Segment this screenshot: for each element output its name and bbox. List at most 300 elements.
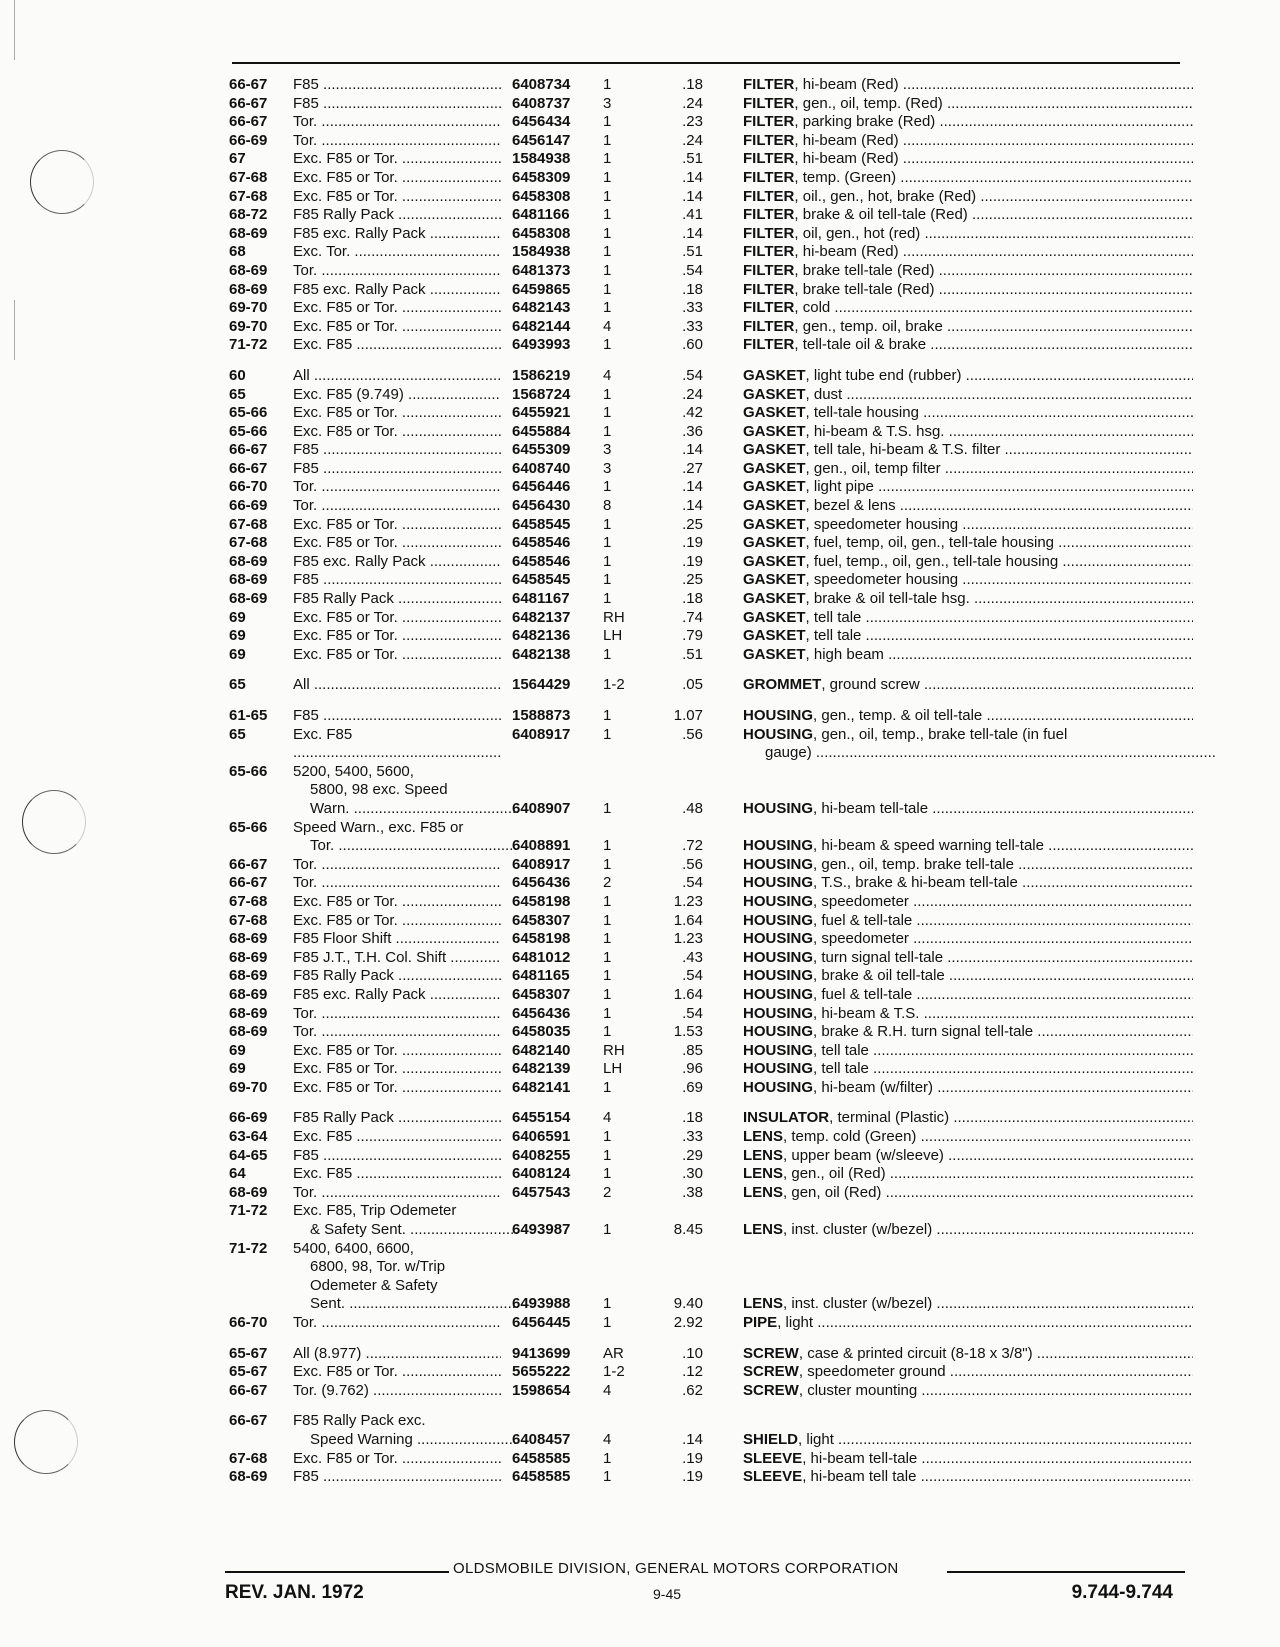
quantity: 1 <box>603 1023 612 1041</box>
part-number: 6456445 <box>512 1314 571 1331</box>
price: .19 <box>682 1449 703 1467</box>
table-row <box>225 949 1185 968</box>
part-noun: GASKET <box>743 404 806 422</box>
part-number: 6408737 <box>512 94 571 112</box>
part-noun: HOUSING <box>743 725 814 743</box>
part-detail: brake tell-tale (Red) <box>802 261 935 279</box>
binder-hole <box>22 790 86 854</box>
price: .30 <box>682 1165 703 1183</box>
table-row <box>225 516 1185 535</box>
part-detail: hi-beam (Red) <box>802 131 899 149</box>
quantity: 1 <box>603 299 612 317</box>
model-application: Exc. F85 or Tor. ..... <box>293 516 501 535</box>
footer-revision: REV. JAN. 1972 <box>225 1582 364 1603</box>
quantity: 1 <box>603 1165 612 1183</box>
quantity: 1 <box>603 385 612 403</box>
year-range: 69-70 <box>229 1078 268 1096</box>
part-detail: ground screw <box>829 676 920 694</box>
part-number: 1598654 <box>512 1381 571 1399</box>
quantity: RH <box>603 608 625 626</box>
part-number: 1568724 <box>512 385 571 403</box>
part-noun: GASKET <box>743 608 806 626</box>
quantity: 1 <box>603 187 612 205</box>
part-detail: hi-beam & T.S. hsg. <box>813 422 945 440</box>
part-number: 6493988 <box>512 1295 571 1313</box>
part-number: 6482139 <box>512 1060 571 1078</box>
model-application: & Safety Sent. ..... <box>310 1221 518 1240</box>
year-range: 64 <box>229 1165 246 1183</box>
part-detail: dust <box>813 385 843 403</box>
part-description: HOUSING, turn signal tell-tale ..... <box>743 949 1193 968</box>
part-detail: light pipe <box>813 478 874 496</box>
table-row <box>225 1295 1185 1314</box>
part-number: 6458585 <box>512 1468 571 1486</box>
part-noun: HOUSING <box>743 855 814 873</box>
table-row <box>225 1277 1185 1296</box>
year-range: 65-66 <box>229 762 268 780</box>
model-application: F85 Rally Pack ..... <box>293 967 501 986</box>
table-row <box>225 553 1185 572</box>
part-number: 6458198 <box>512 930 571 948</box>
footer-page-number: 9-45 <box>653 1586 682 1602</box>
part-description: GASKET, brake & oil tell-tale hsg. ..... <box>743 590 1193 609</box>
part-description: GROMMET, ground screw ..... <box>743 676 1193 695</box>
year-range: 66-67 <box>229 441 268 459</box>
model-application: 6800, 98, Tor. w/Trip <box>310 1258 446 1276</box>
part-description: FILTER, oil, gen., hot (red) ..... <box>743 225 1193 244</box>
year-range: 69-70 <box>229 299 268 317</box>
quantity: 4 <box>603 1381 612 1399</box>
table-row <box>225 819 1185 838</box>
model-application: Warn. ..... <box>310 800 518 819</box>
part-detail: brake & oil tell-tale hsg. <box>813 590 970 608</box>
part-detail: fuel & tell-tale <box>821 985 913 1003</box>
quantity: 1 <box>603 799 612 817</box>
model-application: Tor. ..... <box>310 837 518 856</box>
part-number: 6408457 <box>512 1430 571 1448</box>
quantity: 3 <box>603 459 612 477</box>
model-application: Tor. ..... <box>293 113 501 132</box>
model-application: Exc. F85 or Tor. ..... <box>293 609 501 628</box>
year-range: 65-66 <box>229 818 268 836</box>
part-detail: gen., temp. oil, brake <box>802 317 943 335</box>
model-application: F85 Rally Pack ..... <box>293 206 501 225</box>
quantity: 1 <box>603 113 612 131</box>
part-noun: FILTER <box>743 280 795 298</box>
model-application: F85 exc. Rally Pack ..... <box>293 281 501 300</box>
part-detail: parking brake (Red) <box>802 113 936 131</box>
price: .85 <box>682 1041 703 1059</box>
year-range: 69 <box>229 645 246 663</box>
part-number: 6482144 <box>512 317 571 335</box>
table-row <box>225 1412 1185 1431</box>
model-application: Exc. F85 ..... <box>293 336 501 355</box>
model-application: Tor. ..... <box>293 1184 501 1203</box>
year-range: 68-69 <box>229 571 268 589</box>
model-application: All ..... <box>293 676 501 695</box>
part-description: HOUSING, tell tale ..... <box>743 1042 1193 1061</box>
part-description: SCREW, case & printed circuit (8-18 x 3/8") ..... <box>743 1345 1193 1364</box>
model-application: Exc. F85 or Tor. ..... <box>293 1042 501 1061</box>
price: .56 <box>682 855 703 873</box>
part-description: HOUSING, fuel & tell-tale ..... <box>743 912 1193 931</box>
quantity: 2 <box>603 874 612 892</box>
part-number: 6458546 <box>512 552 571 570</box>
price: .79 <box>682 627 703 645</box>
part-number: 6458545 <box>512 571 571 589</box>
table-row <box>225 1079 1185 1098</box>
model-application: Tor. (9.762) ..... <box>293 1382 501 1401</box>
table-row <box>225 1450 1185 1469</box>
quantity: 1 <box>603 206 612 224</box>
year-range: 68-69 <box>229 261 268 279</box>
year-range: 61-65 <box>229 707 268 724</box>
part-detail: tell-tale oil & brake <box>802 336 927 354</box>
part-description: FILTER, hi-beam (Red) ..... <box>743 76 1193 95</box>
part-number: 1584938 <box>512 243 571 261</box>
part-noun: HOUSING <box>743 930 814 948</box>
model-application: Exc. F85 or Tor. ..... <box>293 1079 501 1098</box>
table-row <box>225 188 1185 207</box>
part-number: 1586219 <box>512 366 571 384</box>
year-range: 64-65 <box>229 1146 268 1164</box>
price: 8.45 <box>673 1221 703 1239</box>
part-noun: SCREW <box>743 1381 799 1399</box>
part-noun: GASKET <box>743 385 806 403</box>
price: .41 <box>682 206 703 224</box>
price: .14 <box>682 224 703 242</box>
price: .69 <box>682 1078 703 1096</box>
part-description: SCREW, speedometer ground ..... <box>743 1363 1193 1382</box>
price: .36 <box>682 422 703 440</box>
year-range: 66-70 <box>229 1314 268 1331</box>
part-detail: gen., temp. & oil tell-tale <box>821 707 983 724</box>
part-detail: oil., gen., hot, brake (Red) <box>802 187 977 205</box>
part-number: 6456430 <box>512 497 571 515</box>
quantity: 1 <box>603 1128 612 1146</box>
part-number: 6459865 <box>512 280 571 298</box>
part-description: HOUSING, hi-beam & T.S. ..... <box>743 1005 1193 1024</box>
quantity: 1 <box>603 552 612 570</box>
table-row <box>225 95 1185 114</box>
part-description: SCREW, cluster mounting ..... <box>743 1382 1193 1401</box>
part-number: 6458308 <box>512 187 571 205</box>
table-row <box>225 404 1185 423</box>
part-number: 6456436 <box>512 1004 571 1022</box>
quantity: 1 <box>603 1449 612 1467</box>
part-description: PIPE, light ..... <box>743 1314 1193 1333</box>
year-range: 66-67 <box>229 1381 268 1399</box>
model-application: F85 ..... <box>293 1468 501 1487</box>
part-number: 6455884 <box>512 422 571 440</box>
part-noun: GASKET <box>743 534 806 552</box>
quantity: 1 <box>603 645 612 663</box>
price: .14 <box>682 187 703 205</box>
part-detail: hi-beam & speed warning tell-tale <box>821 837 1044 855</box>
part-detail: turn signal tell-tale <box>821 948 944 966</box>
part-detail: tell tale, hi-beam & T.S. filter <box>813 441 1001 459</box>
quantity: 1 <box>603 168 612 186</box>
table-row <box>225 1314 1185 1333</box>
quantity: 1 <box>603 261 612 279</box>
quantity: 1 <box>603 243 612 261</box>
part-detail: hi-beam & T.S. <box>821 1004 920 1022</box>
group-separator <box>225 1097 1185 1109</box>
table-row <box>225 800 1185 819</box>
part-detail: gauge) <box>765 744 812 762</box>
model-application: Exc. F85, Trip Odemeter <box>293 1202 457 1220</box>
part-detail: tell tale <box>813 608 862 626</box>
year-range: 67-68 <box>229 515 268 533</box>
table-row <box>225 1221 1185 1240</box>
year-range: 68-69 <box>229 1183 268 1201</box>
year-range: 67-68 <box>229 168 268 186</box>
price: .18 <box>682 76 703 93</box>
part-description: GASKET, hi-beam & T.S. hsg. ..... <box>743 423 1193 442</box>
part-description: HOUSING, speedometer ..... <box>743 893 1193 912</box>
quantity: 1-2 <box>603 1363 625 1381</box>
table-row <box>225 1165 1185 1184</box>
year-range: 65 <box>229 725 246 743</box>
year-range: 67-68 <box>229 187 268 205</box>
part-number: 1564429 <box>512 676 571 694</box>
price: .10 <box>682 1344 703 1362</box>
part-description: FILTER, oil., gen., hot, brake (Red) ..... <box>743 188 1193 207</box>
table-row <box>225 169 1185 188</box>
table-row <box>225 967 1185 986</box>
price: .25 <box>682 515 703 533</box>
part-description: GASKET, light tube end (rubber) ..... <box>743 367 1193 386</box>
table-row <box>225 1345 1185 1364</box>
part-number: 6456147 <box>512 131 571 149</box>
price: 9.40 <box>673 1295 703 1313</box>
price: 1.64 <box>673 985 703 1003</box>
year-range: 66-67 <box>229 459 268 477</box>
part-description: FILTER, cold ..... <box>743 299 1193 318</box>
part-description: LENS, temp. cold (Green) ..... <box>743 1128 1193 1147</box>
part-number: 6482137 <box>512 608 571 626</box>
year-range: 68-72 <box>229 206 268 224</box>
part-description: LENS, gen, oil (Red) ..... <box>743 1184 1193 1203</box>
price: .33 <box>682 1128 703 1146</box>
part-noun: GASKET <box>743 441 806 459</box>
part-number: 6406591 <box>512 1128 571 1146</box>
model-application: Tor. ..... <box>293 856 501 875</box>
part-number: 6481012 <box>512 948 571 966</box>
part-number: 6482136 <box>512 627 571 645</box>
table-row <box>225 646 1185 665</box>
year-range: 66-69 <box>229 1109 268 1127</box>
part-detail: inst. cluster (w/bezel) <box>791 1295 933 1313</box>
quantity: 1 <box>603 967 612 985</box>
part-number: 6458585 <box>512 1449 571 1467</box>
table-row <box>225 460 1185 479</box>
group-separator <box>225 695 1185 707</box>
year-range: 66-67 <box>229 874 268 892</box>
year-range: 69-70 <box>229 317 268 335</box>
part-detail: speedometer <box>821 930 909 948</box>
part-detail: gen., oil (Red) <box>791 1165 886 1183</box>
part-number: 6481166 <box>512 206 570 224</box>
year-range: 65 <box>229 385 246 403</box>
price: 1.23 <box>673 930 703 948</box>
quantity: 8 <box>603 497 612 515</box>
table-row <box>225 243 1185 262</box>
part-description: GASKET, tell tale ..... <box>743 609 1193 628</box>
model-application: F85 ..... <box>293 707 501 726</box>
year-range: 68-69 <box>229 985 268 1003</box>
part-noun: FILTER <box>743 168 795 186</box>
quantity: 1 <box>603 837 612 855</box>
price: .14 <box>682 478 703 496</box>
part-noun: FILTER <box>743 243 795 261</box>
model-application: Exc. F85 or Tor. ..... <box>293 627 501 646</box>
price: .54 <box>682 366 703 384</box>
model-application: F85 exc. Rally Pack ..... <box>293 986 501 1005</box>
price: .24 <box>682 131 703 149</box>
part-description: GASKET, speedometer housing ..... <box>743 571 1193 590</box>
quantity: 1 <box>603 855 612 873</box>
table-row <box>225 1060 1185 1079</box>
price: .24 <box>682 385 703 403</box>
model-application: F85 Rally Pack ..... <box>293 1109 501 1128</box>
part-description: LENS, gen., oil (Red) ..... <box>743 1165 1193 1184</box>
table-row <box>225 781 1185 800</box>
quantity: RH <box>603 1041 625 1059</box>
model-application: Tor. ..... <box>293 262 501 281</box>
part-detail: fuel & tell-tale <box>821 911 913 929</box>
table-row <box>225 627 1185 646</box>
part-description: HOUSING, tell tale ..... <box>743 1060 1193 1079</box>
quantity: 1 <box>603 590 612 608</box>
model-application: Exc. Tor. ..... <box>293 243 501 262</box>
quantity: AR <box>603 1344 624 1362</box>
part-description: HOUSING, speedometer ..... <box>743 930 1193 949</box>
model-application: F85 J.T., T.H. Col. Shift ..... <box>293 949 501 968</box>
part-description: GASKET, fuel, temp, oil, gen., tell-tale housing ..... <box>743 534 1193 553</box>
price: .14 <box>682 1430 703 1448</box>
part-number: 6408124 <box>512 1165 571 1183</box>
model-application: Tor. ..... <box>293 497 501 516</box>
part-noun: SCREW <box>743 1344 799 1362</box>
part-detail: speedometer ground <box>807 1363 946 1381</box>
table-row <box>225 1468 1185 1487</box>
year-range: 71-72 <box>229 1202 268 1220</box>
model-application: F85 Rally Pack ..... <box>293 590 501 609</box>
model-application: F85 ..... <box>293 1147 501 1166</box>
year-range: 65-67 <box>229 1363 268 1381</box>
part-number: 6458307 <box>512 985 571 1003</box>
part-noun: GASKET <box>743 571 806 589</box>
model-application: 5800, 98 exc. Speed <box>310 781 448 799</box>
price: .27 <box>682 459 703 477</box>
part-noun: HOUSING <box>743 874 814 892</box>
table-row <box>225 1184 1185 1203</box>
table-row <box>225 1258 1185 1277</box>
year-range: 65-66 <box>229 422 268 440</box>
table-row <box>225 590 1185 609</box>
table-row <box>225 206 1185 225</box>
price: 1.64 <box>673 911 703 929</box>
part-number: 6481373 <box>512 261 571 279</box>
table-row <box>225 726 1185 745</box>
price: 1.23 <box>673 892 703 910</box>
part-description: FILTER, temp. (Green) ..... <box>743 169 1193 188</box>
quantity: 1 <box>603 76 612 93</box>
part-detail: temp. cold (Green) <box>791 1128 917 1146</box>
table-row <box>225 367 1185 386</box>
quantity: 2 <box>603 1183 612 1201</box>
price: .51 <box>682 645 703 663</box>
part-number: 6457543 <box>512 1183 571 1201</box>
table-row <box>225 676 1185 695</box>
part-noun: LENS <box>743 1295 784 1313</box>
quantity: 1 <box>603 930 612 948</box>
group-separator <box>225 664 1185 676</box>
model-application: Speed Warn., exc. F85 or <box>293 818 464 836</box>
part-noun: GASKET <box>743 422 806 440</box>
page-edge-mark <box>14 300 15 360</box>
year-range: 68-69 <box>229 224 268 242</box>
part-description: LENS, upper beam (w/sleeve) ..... <box>743 1147 1193 1166</box>
part-description: FILTER, gen., oil, temp. (Red) ..... <box>743 95 1193 114</box>
price: .43 <box>682 948 703 966</box>
part-noun: FILTER <box>743 299 795 317</box>
part-noun: FILTER <box>743 94 795 112</box>
model-application: Tor. ..... <box>293 874 501 893</box>
part-detail: speedometer housing <box>813 515 959 533</box>
price: .24 <box>682 94 703 112</box>
part-description: FILTER, brake tell-tale (Red) ..... <box>743 262 1193 281</box>
part-detail: hi-beam (Red) <box>802 150 899 168</box>
part-number: 6408917 <box>512 855 571 873</box>
year-range: 68-69 <box>229 967 268 985</box>
model-application: All ..... <box>293 367 501 386</box>
year-range: 63-64 <box>229 1128 268 1146</box>
part-number: 6408917 <box>512 725 571 743</box>
model-application: F85 ..... <box>293 76 501 95</box>
table-row <box>225 609 1185 628</box>
part-description: SLEEVE, hi-beam tell-tale ..... <box>743 1450 1193 1469</box>
part-detail: bezel & lens <box>813 497 896 515</box>
part-number: 6456436 <box>512 874 571 892</box>
table-row <box>225 1109 1185 1128</box>
quantity: 1 <box>603 515 612 533</box>
group-separator <box>225 355 1185 367</box>
part-number: 1588873 <box>512 707 571 724</box>
footer-section-number: 9.744-9.744 <box>1071 1582 1173 1603</box>
part-description: GASKET, fuel, temp., oil, gen., tell-tale housing ..... <box>743 553 1193 572</box>
part-noun: GASKET <box>743 366 806 384</box>
year-range: 69 <box>229 1060 246 1078</box>
table-row <box>225 150 1185 169</box>
part-description: HOUSING, gen., oil, temp. brake tell-tale ..... <box>743 856 1193 875</box>
part-description: GASKET, speedometer housing ..... <box>743 516 1193 535</box>
year-range: 68-69 <box>229 1023 268 1041</box>
table-row <box>225 837 1185 856</box>
table-row <box>225 1023 1185 1042</box>
model-application: Tor. ..... <box>293 1005 501 1024</box>
page-footer <box>225 1560 1185 1620</box>
part-number: 6456446 <box>512 478 571 496</box>
quantity: 1 <box>603 422 612 440</box>
table-row <box>225 893 1185 912</box>
binder-hole <box>30 150 94 214</box>
part-noun: GASKET <box>743 552 806 570</box>
price: .19 <box>682 1468 703 1486</box>
year-range: 66-67 <box>229 94 268 112</box>
part-number: 6408891 <box>512 837 571 855</box>
